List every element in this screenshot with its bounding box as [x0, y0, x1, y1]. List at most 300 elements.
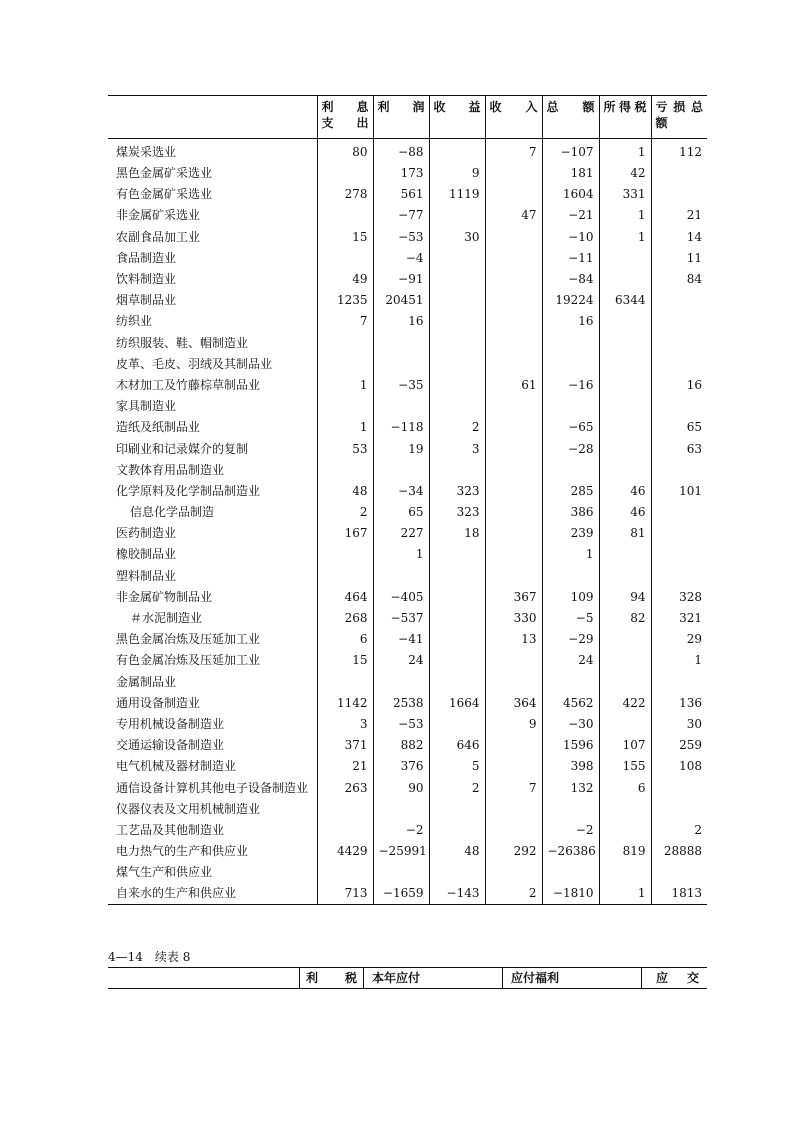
industry-name: 食品制造业 — [116, 250, 177, 265]
value-cell: 18 — [429, 523, 485, 544]
value-cell: 819 — [599, 841, 651, 862]
industry-name: 木材加工及竹藤棕草制品业 — [116, 377, 261, 392]
industry-name: 有色金属冶炼及压延加工业 — [116, 653, 261, 668]
value-cell — [429, 608, 485, 629]
value-cell: −53 — [373, 714, 429, 735]
value-cell — [651, 396, 707, 417]
value-cell — [373, 354, 429, 375]
table-row — [108, 139, 707, 164]
value-cell — [485, 311, 542, 332]
industry-name: 有色金属矿采选业 — [116, 187, 213, 202]
value-cell — [651, 333, 707, 354]
header-industry — [108, 96, 317, 139]
table-header-row — [108, 96, 707, 139]
value-cell: 227 — [373, 523, 429, 544]
value-cell — [599, 672, 651, 693]
value-cell: −30 — [542, 714, 599, 735]
subheader-payable-this-year: 本年应付 — [363, 968, 502, 988]
table-row — [108, 672, 707, 693]
value-cell: 4562 — [542, 693, 599, 714]
value-cell: 15 — [317, 650, 373, 671]
value-cell: 464 — [317, 587, 373, 608]
value-cell: −118 — [373, 417, 429, 438]
value-cell — [317, 205, 373, 226]
value-cell — [317, 566, 373, 587]
value-cell: 29 — [651, 629, 707, 650]
value-cell: 132 — [542, 777, 599, 798]
value-cell: −21 — [542, 205, 599, 226]
value-cell: 46 — [599, 502, 651, 523]
value-cell: 6 — [599, 777, 651, 798]
value-cell — [373, 333, 429, 354]
value-cell: 398 — [542, 756, 599, 777]
table-row — [108, 608, 707, 629]
value-cell — [542, 333, 599, 354]
industry-name: ＃水泥制造业 — [130, 611, 203, 626]
industry-name: 通用设备制造业 — [116, 695, 201, 710]
table-body — [108, 139, 707, 905]
industry-name: 塑料制品业 — [116, 568, 177, 583]
header-interest-line1: 利 息 支 出 — [321, 100, 369, 130]
value-cell — [429, 672, 485, 693]
value-cell — [317, 354, 373, 375]
value-cell — [485, 354, 542, 375]
value-cell: 4429 — [317, 841, 373, 862]
value-cell: 101 — [651, 481, 707, 502]
value-cell — [317, 396, 373, 417]
value-cell: −10 — [542, 227, 599, 248]
table-row — [108, 460, 707, 481]
table-row — [108, 650, 707, 671]
table-row — [108, 693, 707, 714]
value-cell — [485, 227, 542, 248]
header-profit: 利 润 — [373, 96, 429, 139]
value-cell: 53 — [317, 438, 373, 459]
value-cell — [485, 396, 542, 417]
subheader-profit-tax: 利 税 — [299, 968, 363, 988]
table-row — [108, 841, 707, 862]
table-row — [108, 354, 707, 375]
value-cell: 94 — [599, 587, 651, 608]
value-cell: 367 — [485, 587, 542, 608]
value-cell — [542, 566, 599, 587]
value-cell — [485, 417, 542, 438]
value-cell: −11 — [542, 248, 599, 269]
value-cell: −53 — [373, 227, 429, 248]
value-cell — [485, 820, 542, 841]
value-cell: 181 — [542, 163, 599, 184]
value-cell: 16 — [373, 311, 429, 332]
industry-table — [108, 95, 707, 905]
industry-name: 仪器仪表及文用机械制造业 — [116, 801, 261, 816]
value-cell: 263 — [317, 777, 373, 798]
value-cell: 2538 — [373, 693, 429, 714]
table-row — [108, 587, 707, 608]
value-cell: 268 — [317, 608, 373, 629]
value-cell — [485, 650, 542, 671]
value-cell: 1596 — [542, 735, 599, 756]
value-cell — [429, 587, 485, 608]
value-cell — [485, 523, 542, 544]
table-row — [108, 714, 707, 735]
value-cell — [317, 163, 373, 184]
value-cell: 7 — [485, 777, 542, 798]
value-cell: 1664 — [429, 693, 485, 714]
value-cell: −88 — [373, 139, 429, 164]
value-cell — [485, 502, 542, 523]
value-cell: 5 — [429, 756, 485, 777]
value-cell — [599, 714, 651, 735]
value-cell: 646 — [429, 735, 485, 756]
industry-name: 电力热气的生产和供应业 — [116, 844, 249, 859]
value-cell: −29 — [542, 629, 599, 650]
value-cell — [599, 820, 651, 841]
value-cell: 376 — [373, 756, 429, 777]
table-row — [108, 375, 707, 396]
table-row — [108, 883, 707, 905]
value-cell — [651, 566, 707, 587]
table-row — [108, 438, 707, 459]
value-cell: 61 — [485, 375, 542, 396]
value-cell: 84 — [651, 269, 707, 290]
value-cell: 20451 — [373, 290, 429, 311]
value-cell — [485, 862, 542, 883]
value-cell — [373, 862, 429, 883]
value-cell: 30 — [429, 227, 485, 248]
value-cell: −107 — [542, 139, 599, 164]
value-cell — [429, 375, 485, 396]
value-cell — [599, 311, 651, 332]
table-row — [108, 481, 707, 502]
value-cell — [429, 248, 485, 269]
value-cell — [599, 396, 651, 417]
value-cell — [317, 248, 373, 269]
value-cell: 239 — [542, 523, 599, 544]
value-cell: −91 — [373, 269, 429, 290]
industry-name: 黑色金属矿采选业 — [116, 166, 213, 181]
value-cell: 2 — [651, 820, 707, 841]
value-cell — [485, 735, 542, 756]
value-cell: −35 — [373, 375, 429, 396]
industry-name: 造纸及纸制品业 — [116, 420, 201, 435]
value-cell — [429, 396, 485, 417]
value-cell: 1 — [651, 650, 707, 671]
value-cell — [599, 269, 651, 290]
value-cell: 7 — [317, 311, 373, 332]
value-cell: 167 — [317, 523, 373, 544]
industry-name: 橡胶制品业 — [116, 547, 177, 562]
value-cell: 1 — [599, 883, 651, 905]
industry-name: 纺织业 — [116, 314, 153, 329]
header-interest-expense — [317, 96, 373, 139]
industry-name: 电气机械及器材制造业 — [116, 759, 237, 774]
value-cell: 30 — [651, 714, 707, 735]
value-cell — [651, 862, 707, 883]
value-cell: 155 — [599, 756, 651, 777]
value-cell — [651, 311, 707, 332]
table-row — [108, 227, 707, 248]
table-row — [108, 799, 707, 820]
value-cell — [651, 354, 707, 375]
value-cell: 24 — [542, 650, 599, 671]
value-cell: 11 — [651, 248, 707, 269]
value-cell — [485, 248, 542, 269]
value-cell: 422 — [599, 693, 651, 714]
value-cell: −77 — [373, 205, 429, 226]
value-cell — [599, 333, 651, 354]
continued-table-header — [108, 967, 707, 989]
industry-name: 煤炭采选业 — [116, 145, 177, 159]
table-row — [108, 777, 707, 798]
value-cell: 63 — [651, 438, 707, 459]
value-cell — [651, 184, 707, 205]
table-row — [108, 735, 707, 756]
value-cell: 90 — [373, 777, 429, 798]
industry-name: 非金属矿物制品业 — [116, 589, 213, 604]
table-row — [108, 417, 707, 438]
value-cell: 48 — [317, 481, 373, 502]
value-cell — [485, 544, 542, 565]
value-cell — [542, 460, 599, 481]
value-cell — [542, 799, 599, 820]
value-cell: −2 — [373, 820, 429, 841]
value-cell — [651, 502, 707, 523]
value-cell — [599, 862, 651, 883]
value-cell — [651, 777, 707, 798]
table-row — [108, 184, 707, 205]
value-cell — [373, 799, 429, 820]
industry-name: 农副食品加工业 — [116, 229, 201, 244]
value-cell: −405 — [373, 587, 429, 608]
value-cell — [317, 799, 373, 820]
subheader-payable-tax: 应 交 — [641, 968, 707, 988]
value-cell — [429, 139, 485, 164]
value-cell: 107 — [599, 735, 651, 756]
value-cell: 9 — [429, 163, 485, 184]
value-cell: 323 — [429, 502, 485, 523]
value-cell — [542, 672, 599, 693]
value-cell: 28888 — [651, 841, 707, 862]
value-cell — [317, 820, 373, 841]
value-cell — [485, 481, 542, 502]
value-cell: 16 — [542, 311, 599, 332]
value-cell: 16 — [651, 375, 707, 396]
value-cell: 330 — [485, 608, 542, 629]
value-cell — [651, 460, 707, 481]
value-cell: −4 — [373, 248, 429, 269]
value-cell: 14 — [651, 227, 707, 248]
value-cell — [429, 799, 485, 820]
value-cell: 2 — [429, 417, 485, 438]
header-revenue: 收 入 — [485, 96, 542, 139]
value-cell: −28 — [542, 438, 599, 459]
value-cell: −537 — [373, 608, 429, 629]
value-cell — [429, 354, 485, 375]
table-row — [108, 502, 707, 523]
value-cell — [651, 523, 707, 544]
value-cell — [485, 163, 542, 184]
table-row — [108, 629, 707, 650]
table-row — [108, 523, 707, 544]
value-cell: 7 — [485, 139, 542, 164]
value-cell — [429, 311, 485, 332]
table-row — [108, 311, 707, 332]
value-cell: 2 — [429, 777, 485, 798]
value-cell: 292 — [485, 841, 542, 862]
value-cell — [317, 460, 373, 481]
value-cell — [542, 396, 599, 417]
value-cell: 24 — [373, 650, 429, 671]
value-cell — [429, 820, 485, 841]
value-cell — [429, 714, 485, 735]
value-cell: 1 — [599, 139, 651, 164]
value-cell: −34 — [373, 481, 429, 502]
value-cell — [485, 333, 542, 354]
value-cell: 112 — [651, 139, 707, 164]
value-cell — [429, 650, 485, 671]
industry-name: 非金属矿采选业 — [116, 208, 201, 223]
industry-name: 自来水的生产和供应业 — [108, 883, 317, 905]
value-cell — [429, 629, 485, 650]
value-cell: 21 — [317, 756, 373, 777]
table-caption: 4—14 续表 8 — [108, 950, 191, 964]
value-cell: −25991 — [373, 841, 429, 862]
value-cell — [429, 862, 485, 883]
value-cell — [651, 290, 707, 311]
header-income-tax: 所得税 — [599, 96, 651, 139]
value-cell — [373, 566, 429, 587]
value-cell: 82 — [599, 608, 651, 629]
industry-name: 纺织服装、鞋、帽制造业 — [116, 335, 249, 350]
value-cell: 109 — [542, 587, 599, 608]
value-cell — [485, 672, 542, 693]
value-cell: 1604 — [542, 184, 599, 205]
industry-name: 交通运输设备制造业 — [116, 738, 225, 753]
industry-name: 信息化学品制造 — [130, 505, 215, 520]
value-cell: 259 — [651, 735, 707, 756]
value-cell: 371 — [317, 735, 373, 756]
value-cell: −41 — [373, 629, 429, 650]
industry-name: 家具制造业 — [116, 399, 177, 414]
value-cell: 21 — [651, 205, 707, 226]
table-row — [108, 163, 707, 184]
value-cell: 386 — [542, 502, 599, 523]
table-row — [108, 396, 707, 417]
industry-name: 印刷业和记录媒介的复制 — [116, 441, 249, 456]
value-cell: 42 — [599, 163, 651, 184]
table-row — [108, 333, 707, 354]
value-cell: 3 — [429, 438, 485, 459]
value-cell: 1235 — [317, 290, 373, 311]
value-cell — [542, 862, 599, 883]
table-row — [108, 756, 707, 777]
table-row — [108, 820, 707, 841]
value-cell — [429, 333, 485, 354]
value-cell: −1659 — [373, 883, 429, 905]
value-cell — [317, 333, 373, 354]
value-cell — [317, 862, 373, 883]
value-cell: 328 — [651, 587, 707, 608]
value-cell: 19224 — [542, 290, 599, 311]
value-cell — [429, 544, 485, 565]
industry-name: 皮革、毛皮、羽绒及其制品业 — [116, 356, 273, 371]
value-cell: 2 — [317, 502, 373, 523]
header-total: 总 额 — [542, 96, 599, 139]
value-cell — [485, 756, 542, 777]
value-cell — [651, 672, 707, 693]
table-row — [108, 205, 707, 226]
value-cell: 6 — [317, 629, 373, 650]
value-cell — [599, 248, 651, 269]
value-cell: −143 — [429, 883, 485, 905]
value-cell: −5 — [542, 608, 599, 629]
value-cell: 1119 — [429, 184, 485, 205]
value-cell — [599, 375, 651, 396]
value-cell — [485, 269, 542, 290]
value-cell — [651, 799, 707, 820]
value-cell: 561 — [373, 184, 429, 205]
value-cell — [485, 184, 542, 205]
value-cell — [599, 629, 651, 650]
value-cell: 81 — [599, 523, 651, 544]
value-cell: 1 — [599, 227, 651, 248]
value-cell: 323 — [429, 481, 485, 502]
value-cell — [651, 163, 707, 184]
value-cell — [485, 290, 542, 311]
value-cell: −1810 — [542, 883, 599, 905]
value-cell: 1 — [542, 544, 599, 565]
value-cell: 1 — [317, 375, 373, 396]
industry-name: 化学原料及化学制品制造业 — [116, 483, 261, 498]
value-cell: 6344 — [599, 290, 651, 311]
value-cell: 15 — [317, 227, 373, 248]
value-cell: 2 — [485, 883, 542, 905]
industry-name: 饮料制造业 — [116, 272, 177, 287]
value-cell — [651, 544, 707, 565]
value-cell — [429, 205, 485, 226]
value-cell — [317, 544, 373, 565]
value-cell: −65 — [542, 417, 599, 438]
value-cell: 1 — [373, 544, 429, 565]
table-row — [108, 566, 707, 587]
table-row — [108, 862, 707, 883]
value-cell: −26386 — [542, 841, 599, 862]
value-cell — [485, 460, 542, 481]
value-cell: 3 — [317, 714, 373, 735]
subheader-welfare-payable: 应付福利 — [502, 968, 641, 988]
value-cell: 1 — [599, 205, 651, 226]
value-cell — [373, 396, 429, 417]
value-cell — [599, 438, 651, 459]
value-cell — [485, 566, 542, 587]
value-cell: 65 — [373, 502, 429, 523]
value-cell: 19 — [373, 438, 429, 459]
value-cell — [429, 290, 485, 311]
value-cell — [599, 650, 651, 671]
value-cell — [485, 438, 542, 459]
value-cell: 136 — [651, 693, 707, 714]
value-cell: 285 — [542, 481, 599, 502]
value-cell: 49 — [317, 269, 373, 290]
value-cell: −84 — [542, 269, 599, 290]
value-cell: 364 — [485, 693, 542, 714]
value-cell: 1 — [317, 417, 373, 438]
table-row — [108, 290, 707, 311]
value-cell: 882 — [373, 735, 429, 756]
value-cell: 46 — [599, 481, 651, 502]
value-cell: −16 — [542, 375, 599, 396]
value-cell — [599, 460, 651, 481]
